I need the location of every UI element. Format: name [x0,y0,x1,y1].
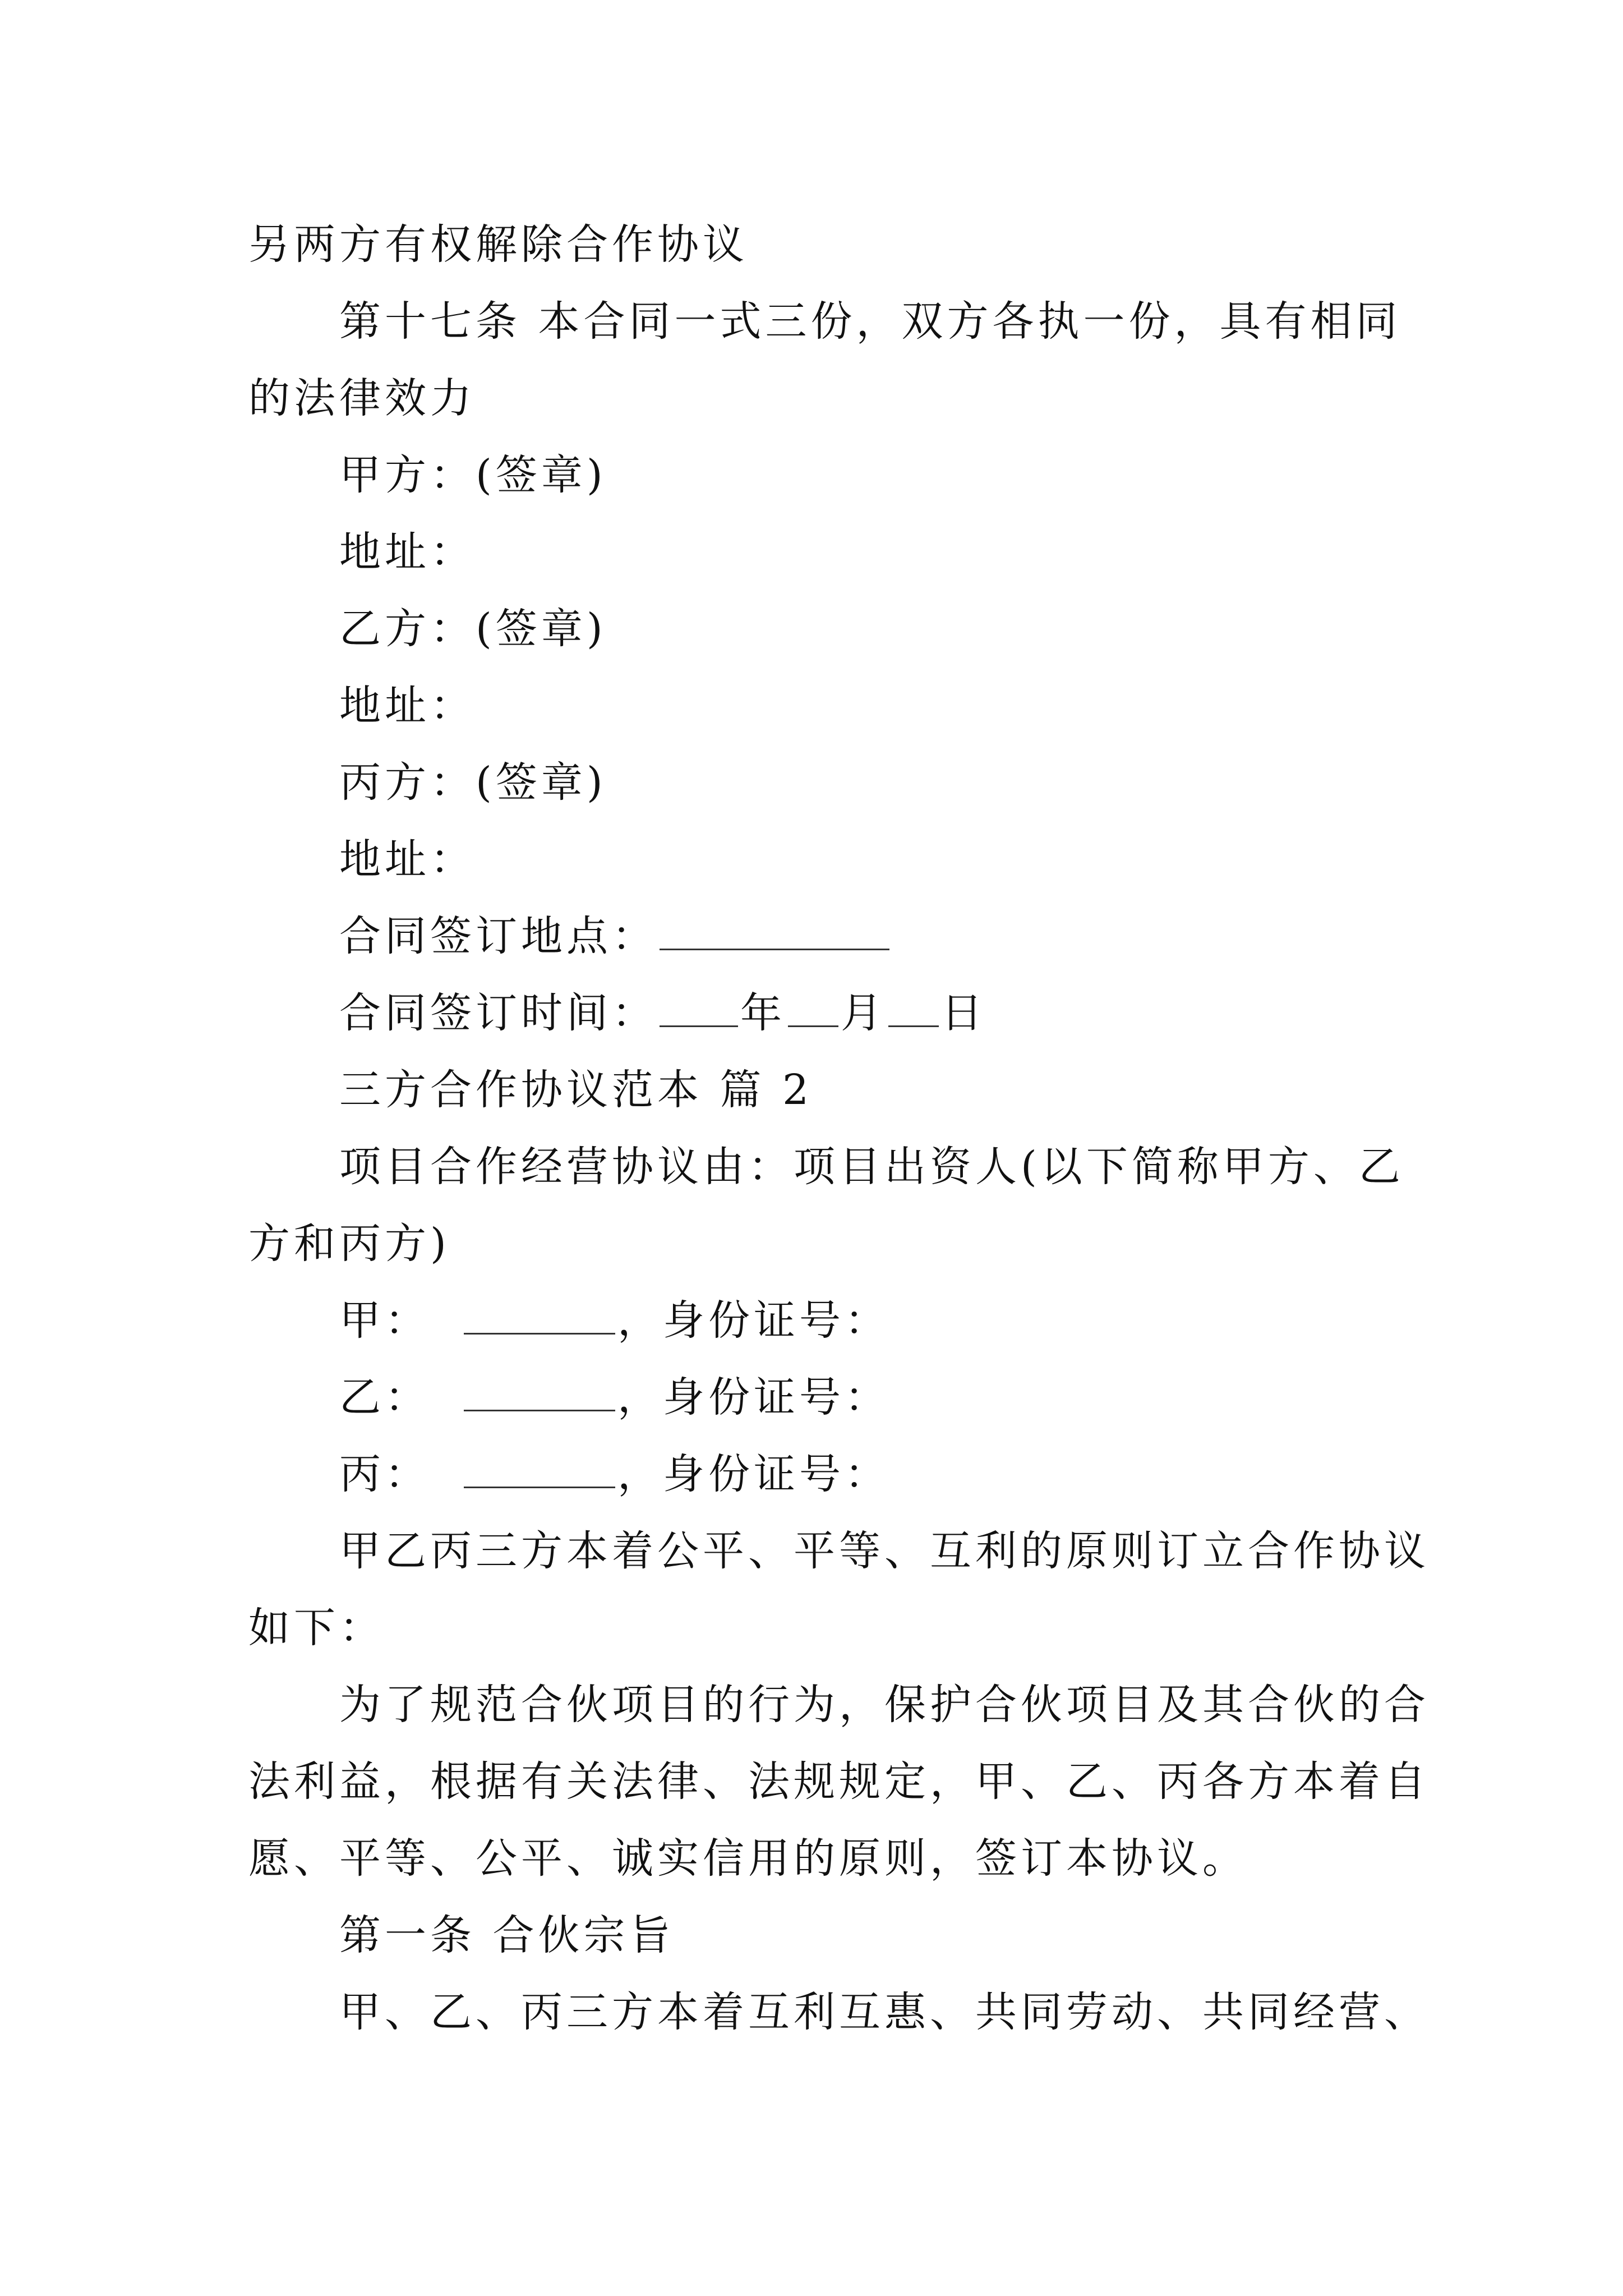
id-number-label: ，身份证号： [617,1373,890,1421]
party-a-label: 甲： [339,1296,430,1345]
signing-place [248,898,1398,975]
year-blank [660,990,738,1027]
id-number-label: ，身份证号： [617,1296,890,1345]
party-c-label: 丙： [339,1450,430,1498]
party-a-name-blank [464,1297,615,1335]
document-body [248,206,1430,2051]
party-c-name-blank [464,1451,615,1488]
party-a-signature: 甲方：(签章) [339,451,607,499]
text-line: 的法律效力 [248,374,476,422]
article-1-heading: 第一条 合伙宗旨 [339,1911,675,1959]
year-label: 年 [740,989,786,1037]
id-number-label: ，身份证号： [617,1450,890,1498]
signing-date [248,975,1398,1052]
text-line: 甲、乙、丙三方本着互利互惠、共同劳动、共同经营、 [339,1988,1430,2036]
text-line: 甲乙丙三方本着公平、平等、互利的原则订立合作协议 [339,1527,1430,1575]
signing-place-label: 合同签订地点： [339,912,657,960]
text-line: 如下： [248,1604,385,1652]
party-c-address: 地址： [339,835,476,884]
party-b-label: 乙： [339,1373,430,1421]
party-c-id-line [248,1436,1398,1513]
signing-date-label: 合同签订时间： [339,989,657,1037]
text-line: 愿、平等、公平、诚实信用的原则，签订本协议。 [248,1834,1248,1883]
party-b-address: 地址： [339,682,476,730]
text-line: 法利益，根据有关法律、法规规定，甲、乙、丙各方本着自 [248,1757,1430,1806]
party-b-signature: 乙方：(签章) [339,605,607,653]
party-a-id-line [248,1282,1398,1359]
day-label: 日 [941,989,986,1037]
party-c-signature: 丙方：(签章) [339,758,607,807]
text-line: 为了规范合伙项目的行为，保护合伙项目及其合伙的合 [339,1681,1430,1729]
text-line: 项目合作经营协议由：项目出资人(以下简称甲方、乙 [339,1143,1404,1191]
month-blank [788,990,838,1027]
section-heading: 三方合作协议范本 篇 2 [339,1066,813,1114]
signing-place-blank [660,913,889,950]
party-a-address: 地址： [339,528,476,576]
party-b-id-line [248,1359,1398,1436]
day-blank [888,990,939,1027]
article-17: 第十七条 本合同一式三份，双方各执一份，具有相同 [339,297,1401,346]
party-b-name-blank [464,1374,615,1411]
text-line: 方和丙方) [248,1220,450,1268]
month-label: 月 [841,989,886,1037]
text-line: 另两方有权解除合作协议 [248,220,748,269]
